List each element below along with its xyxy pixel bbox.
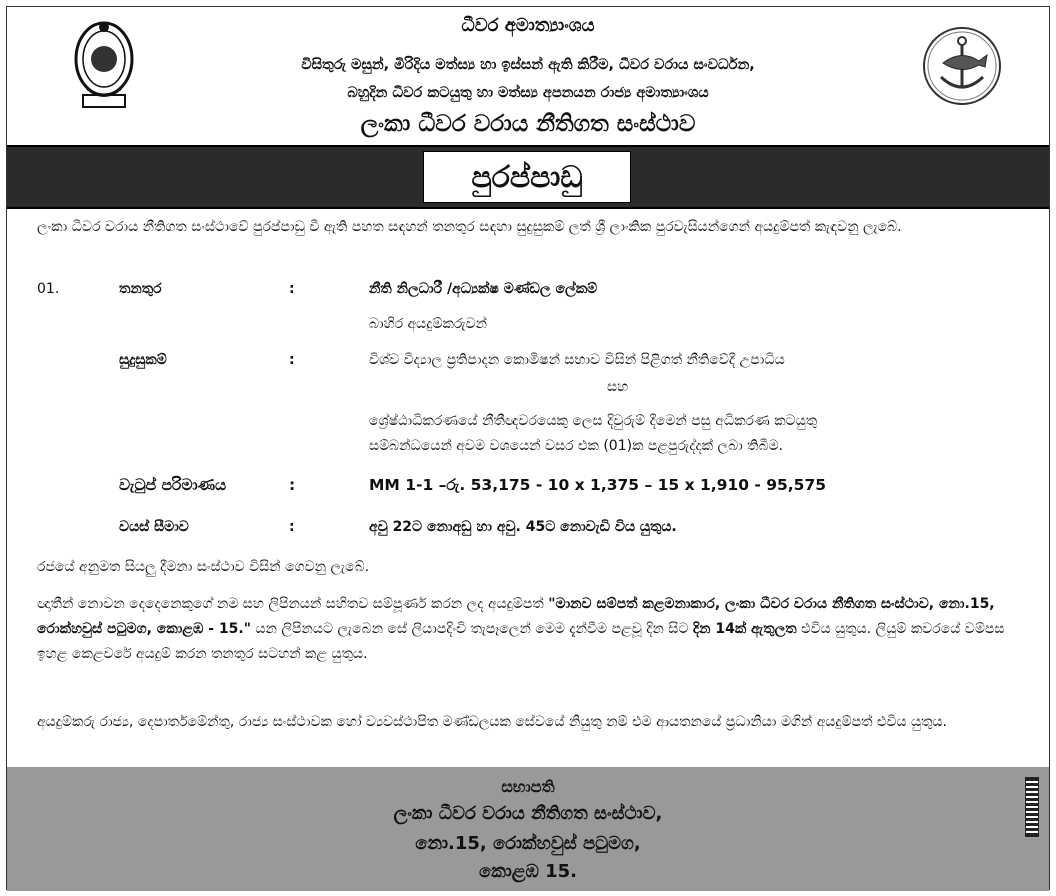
application-paragraph	[37, 592, 1027, 667]
salary-label: වැටුප් පරිමාණය	[119, 476, 227, 494]
salary-colon: :	[289, 476, 296, 494]
salary-value: MM 1-1 –රු. 53,175 - 10 x 1,375 – 15 x 1,910 - 95,575	[369, 476, 827, 494]
age-value: අවු 22ට නොඅඩු හා අවු. 45ට නොවැඩි විය යුතුය.	[369, 519, 677, 535]
qualification-colon: :	[289, 352, 295, 368]
application-deadline: දින 14ක් ඇතුලත	[692, 621, 797, 637]
application-address: "මානව සම්පත් කළමනාකාර, ලංකා ධීවර වරාය නීතිගත සංස්ථාව, නො.15, රොක්හවුස් පටුමග, කොළඹ - 15."	[37, 596, 995, 637]
qualification-line-1: විශ්ව විද්‍යාල ප්‍රතිපාදන කොමිෂන් සභාව විසින් පිළිගත් නීතිවේදී උපාධිය	[369, 352, 785, 368]
age-colon: :	[289, 519, 295, 535]
age-label: වයස් සීමාව	[119, 519, 189, 535]
qualification-line-2: ශ්‍රේෂ්ඨාධිකරණයේ නීතීඥවරයෙකු ලෙස දිවුරුම් දීමෙන් පසු අධිකරණ කටයුතු	[369, 413, 818, 429]
footer-street: නො.15, රොක්හවුස් පටුමග,	[415, 833, 641, 854]
qualification-label: සුදුසුකම්	[119, 352, 167, 368]
post-colon: :	[289, 281, 295, 297]
application-text-3: එවිය යුතුය. ලියුම් කවරයේ වම්පස ඉහළ කෙළවරේ අයදුම් කරන තනතුර සටහන් කළ යුතුය.	[37, 621, 1005, 662]
post-value: නීති නිලධාරී /අධ්‍යක්ෂ මණ්ඩල ලේකම්	[369, 281, 598, 297]
advertisement-page	[6, 6, 1050, 890]
intro-paragraph: ලංකා ධීවර වරාය නීතිගත සංස්ථාවේ පුරප්පාඩු වී ඇති පහත සඳහන් තනතුර සඳහා සුදුසුකම් ලත් ශ්‍රී ලාංකික පුරවැසියන්ගෙන් අයදුම්පත් කැඳවනු ලැබේ.	[37, 219, 902, 235]
public-servants-paragraph: අයදුම්කරු රාජ්‍ය, දෙපාර්තමේන්තු, රාජ්‍ය සංස්ථාවක හෝ ව්‍යවස්ථාපිත මණ්ඩලයක සේවයේ නියුතු නම් එම ආයතනයේ ප්‍රධානියා මගින් අයදුම්පත් එවිය යුතුය.	[37, 714, 947, 730]
page-title: පුරප්පාඩු	[423, 151, 631, 203]
state-ministry-line-2: බහුදින ධීවර කටයුතු හා මත්ස්‍ය අපනයන රාජ්‍ය අමාත්‍යාංශය	[347, 85, 709, 101]
qualification-line-3: සම්බන්ධයෙන් අවම වශයෙන් වසර එක (01)ක පළපුරුද්දක් ලබා තිබීම.	[369, 438, 784, 454]
publisher-code-mark	[1025, 777, 1039, 837]
footer-org: ලංකා ධීවර වරාය නීතිගත සංස්ථාව,	[393, 803, 663, 824]
corporation-name: ලංකා ධීවර වරාය නීතිගත සංස්ථාව	[360, 111, 696, 137]
allowances-note: රජයේ අනුමත සියලු දීමනා සංස්ථාව විසින් ගෙවනු ලැබේ.	[37, 559, 370, 575]
header	[7, 7, 1049, 145]
qualification-and: සහ	[607, 379, 629, 395]
signatory-title: සභාපති	[501, 777, 555, 796]
title-bar	[7, 145, 1049, 209]
application-text-2: යන ලිපිනයට ලැබෙන සේ ලියාපදිංචි තැපෑලෙන් මෙම දැන්වීම පළවූ දින සිට	[251, 621, 693, 637]
state-ministry-line-1: විසිතුරු මසුන්, මිරිදිය මත්ස්‍ය හා ඉස්සන් ඇති කිරීම, ධීවර වරාය සංවර්ධන,	[301, 57, 755, 73]
vacancy-number: 01.	[37, 281, 60, 297]
ministry-name: ධීවර අමාත්‍යාංශය	[461, 15, 595, 36]
post-label: තනතුර	[119, 281, 162, 297]
footer	[7, 767, 1049, 891]
fish-anchor-logo-icon	[921, 25, 1003, 107]
footer-city: කොළඹ 15.	[478, 861, 578, 882]
post-note: බාහිර අයදුම්කරුවන්	[369, 316, 488, 332]
application-text-1: ඥාතීන් නොවන දෙදෙනෙකුගේ නම සහ ලිපිනයන් සහිතව සම්පූර්ණ කරන ලද අයදුම්පත්	[37, 596, 549, 612]
